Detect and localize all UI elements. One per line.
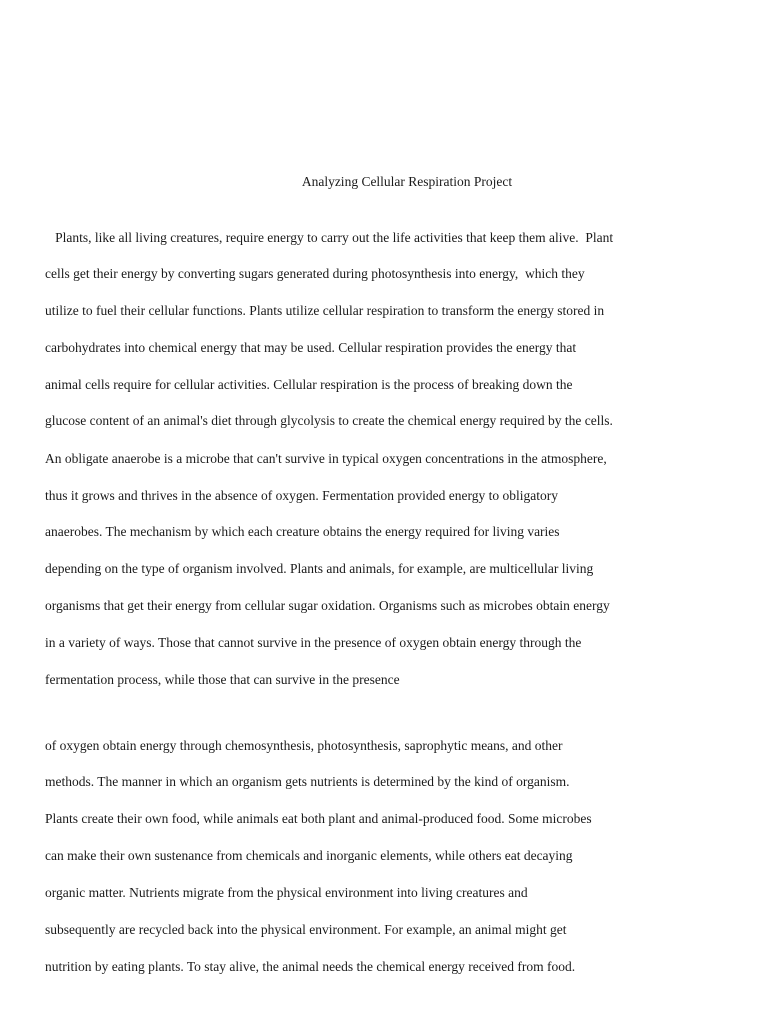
paragraph-line: glucose content of an animal's diet through glycolysis to create the chemical energy required by the cells. bbox=[45, 413, 613, 428]
paragraph-line: in a variety of ways. Those that cannot survive in the presence of oxygen obtain energy through the bbox=[45, 635, 582, 650]
paragraph-line: can make their own sustenance from chemicals and inorganic elements, while others eat decaying bbox=[45, 848, 573, 863]
paragraph-line: fermentation process, while those that can survive in the presence bbox=[45, 672, 400, 687]
paragraph-line: subsequently are recycled back into the physical environment. For example, an animal might get bbox=[45, 922, 567, 937]
paragraph-line: of oxygen obtain energy through chemosynthesis, photosynthesis, saprophytic means, and other bbox=[45, 738, 563, 753]
paragraph-line: animal cells require for cellular activities. Cellular respiration is the process of breaking down the bbox=[45, 377, 573, 392]
document-title: Analyzing Cellular Respiration Project bbox=[301, 174, 513, 189]
paragraph-line: Plants, like all living creatures, require energy to carry out the life activities that keep them alive. Plant bbox=[45, 230, 614, 245]
paragraph-line: organic matter. Nutrients migrate from the physical environment into living creatures and bbox=[45, 885, 528, 900]
paragraph-line: utilize to fuel their cellular functions. Plants utilize cellular respiration to transform the energy stored in bbox=[45, 303, 605, 318]
paragraph-line: Plants create their own food, while animals eat both plant and animal-produced food. Some microbes bbox=[45, 811, 592, 826]
paragraph-line: organisms that get their energy from cellular sugar oxidation. Organisms such as microbes obtain energy bbox=[45, 598, 610, 613]
paragraph-line: thus it grows and thrives in the absence of oxygen. Fermentation provided energy to obligatory bbox=[45, 488, 559, 503]
paragraph-line: methods. The manner in which an organism gets nutrients is determined by the kind of organism. bbox=[45, 774, 570, 789]
paragraph-line: anaerobes. The mechanism by which each creature obtains the energy required for living varies bbox=[45, 524, 560, 539]
paragraph-line: depending on the type of organism involved. Plants and animals, for example, are multicellular living bbox=[45, 561, 594, 576]
paragraph-line: nutrition by eating plants. To stay alive, the animal needs the chemical energy received from food. bbox=[45, 959, 576, 974]
paragraph-line: carbohydrates into chemical energy that may be used. Cellular respiration provides the energy that bbox=[45, 340, 577, 355]
paragraph-line: cells get their energy by converting sugars generated during photosynthesis into energy, which they bbox=[45, 266, 585, 281]
paragraph-line: An obligate anaerobe is a microbe that can't survive in typical oxygen concentrations in the atmosphere, bbox=[45, 451, 607, 466]
